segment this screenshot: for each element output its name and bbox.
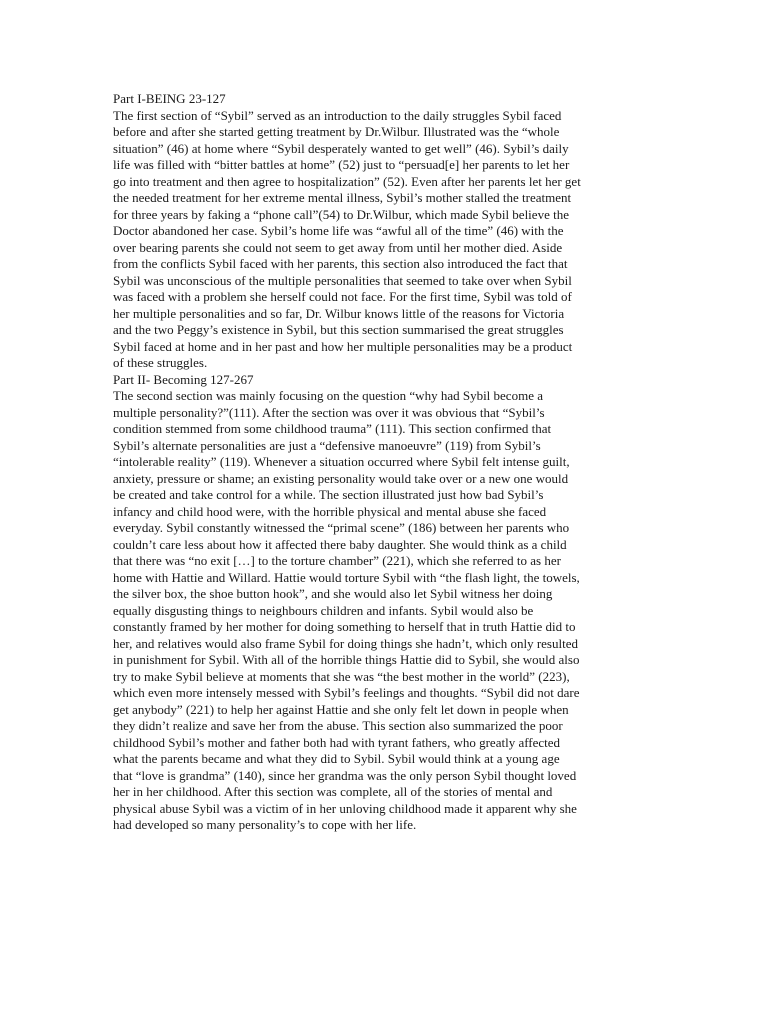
text-line: before and after she started getting treatment by Dr.Wilbur. Illustrated was the “whole <box>113 124 560 139</box>
text-line: Doctor abandoned her case. Sybil’s home life was “awful all of the time” (46) with the <box>113 223 564 238</box>
text-line: over bearing parents she could not seem to get away from until her mother died. Aside <box>113 239 563 255</box>
text-line: that there was “no exit […] to the torture chamber” (221), which she referred to as her <box>113 553 561 568</box>
text-line: which even more intensely messed with Sybil’s feelings and thoughts. “Sybil did not dare <box>113 685 580 700</box>
text-line: “intolerable reality” (119). Whenever a situation occurred where Sybil felt intense guilt, <box>113 454 570 469</box>
text-line: constantly framed by her mother for doing something to herself that in truth Hattie did to <box>113 619 576 634</box>
text-line: get anybody” (221) to help her against Hattie and she only felt let down in people when <box>113 701 569 717</box>
text-line: from the conflicts Sybil faced with her parents, this section also introduced the fact that <box>113 256 568 271</box>
text-line: her in her childhood. After this section was complete, all of the stories of mental and <box>113 784 553 799</box>
text-line: everyday. Sybil constantly witnessed the “primal scene” (186) between her parents who <box>113 520 570 535</box>
text-line: infancy and child hood were, with the horrible physical and mental abuse she faced <box>113 503 547 519</box>
section-heading: Part I-BEING 23-127 <box>113 91 226 106</box>
text-line: The second section was mainly focusing on the question “why had Sybil become a <box>113 388 543 403</box>
text-line: condition stemmed from some childhood trauma” (111). This section confirmed that <box>113 421 552 436</box>
text-line: that “love is grandma” (140), since her grandma was the only person Sybil thought loved <box>113 767 577 783</box>
text-line: situation” (46) at home where “Sybil desperately wanted to get well” (46). Sybil’s daily <box>113 140 569 156</box>
text-line: be created and take control for a while. The section illustrated just how bad Sybil’s <box>113 487 544 502</box>
text-line: the needed treatment for her extreme mental illness, Sybil’s mother stalled the treatment <box>113 190 572 205</box>
text-line: life was filled with “bitter battles at home” (52) just to “persuad[e] her parents to let her <box>113 157 570 172</box>
text-line: in punishment for Sybil. With all of the horrible things Hattie did to Sybil, she would also <box>113 652 580 667</box>
text-line: was faced with a problem she herself could not face. For the first time, Sybil was told of <box>113 289 572 304</box>
section-paragraph <box>113 108 665 372</box>
text-line: her, and relatives would also frame Sybil for doing things she hadn’t, which only resulted <box>113 635 578 651</box>
section-part-1 <box>113 91 665 372</box>
text-line: they didn’t realize and save her from the abuse. This section also summarized the poor <box>113 718 563 733</box>
text-line: childhood Sybil’s mother and father both had with tyrant fathers, who greatly affected <box>113 734 561 750</box>
text-line: the silver box, the shoe button hook”, and she would also let Sybil witness her doing <box>113 586 553 601</box>
text-line: had developed so many personality’s to cope with her life. <box>113 817 417 832</box>
text-line: physical abuse Sybil was a victim of in her unloving childhood made it apparent why she <box>113 800 577 816</box>
text-line: equally disgusting things to neighbours children and infants. Sybil would also be <box>113 602 534 618</box>
text-line: of these struggles. <box>113 355 208 370</box>
text-line: what the parents became and what they did to Sybil. Sybil would think at a young age <box>113 751 560 766</box>
text-line: her multiple personalities and so far, Dr. Wilbur knows little of the reasons for Victoria <box>113 305 565 321</box>
text-line: Sybil’s alternate personalities are just a “defensive manoeuvre” (119) from Sybil’s <box>113 437 541 453</box>
text-line: The first section of “Sybil” served as an introduction to the daily struggles Sybil faced <box>113 107 562 123</box>
section-part-2 <box>113 372 665 834</box>
text-line: Sybil faced at home and in her past and how her multiple personalities may be a product <box>113 338 573 354</box>
text-line: home with Hattie and Willard. Hattie would torture Sybil with “the flash light, the towels, <box>113 569 580 585</box>
text-line: go into treatment and then agree to hospitalization” (52). Even after her parents let her get <box>113 173 581 189</box>
text-line: anxiety, pressure or shame; an existing personality would take over or a new one would <box>113 470 569 486</box>
text-line: try to make Sybil believe at moments that she was “the best mother in the world” (223), <box>113 668 570 684</box>
section-heading: Part II- Becoming 127-267 <box>113 371 254 387</box>
section-paragraph <box>113 388 665 834</box>
text-line: and the two Peggy’s existence in Sybil, but this section summarised the great struggles <box>113 322 564 337</box>
text-line: Sybil was unconscious of the multiple personalities that seemed to take over when Sybil <box>113 272 572 288</box>
text-line: multiple personality?”(111). After the section was over it was obvious that “Sybil’s <box>113 404 545 420</box>
text-line: couldn’t care less about how it affected there baby daughter. She would think as a child <box>113 536 567 552</box>
document-body <box>113 91 665 834</box>
text-line: for three years by faking a “phone call”(54) to Dr.Wilbur, which made Sybil believe the <box>113 206 569 222</box>
